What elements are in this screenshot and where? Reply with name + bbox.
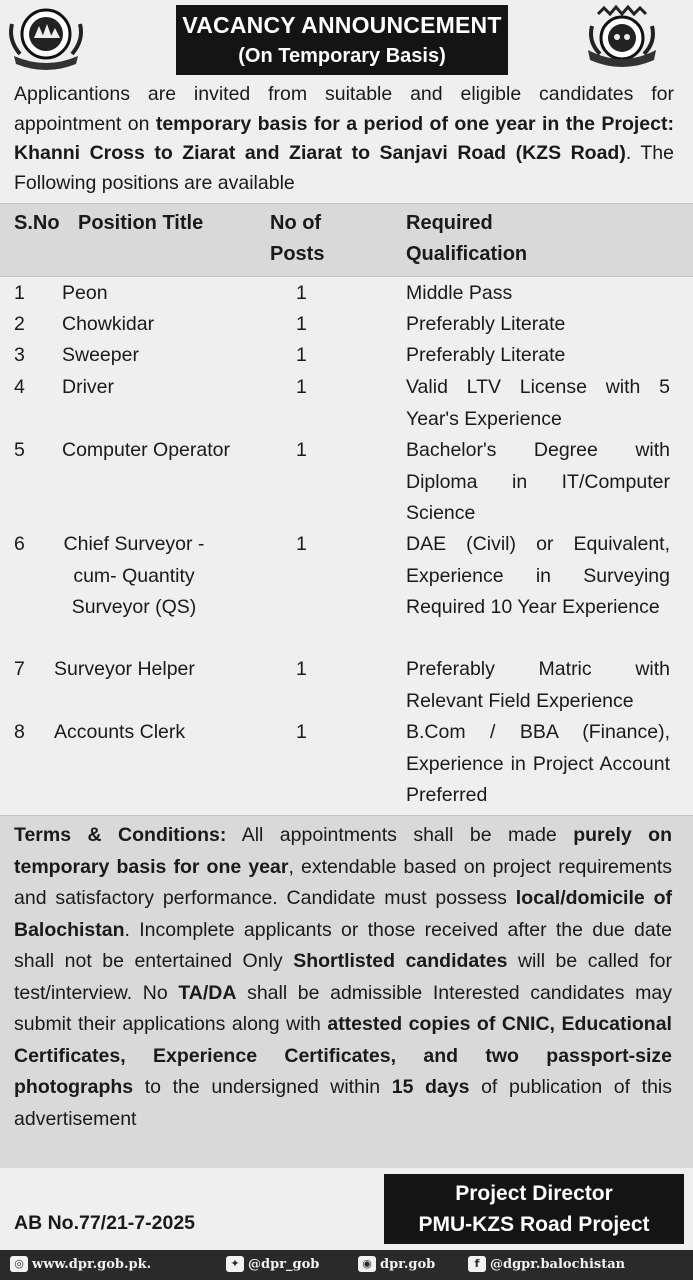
row-position-title: Peon	[62, 282, 108, 304]
row-sno: 1	[14, 282, 25, 304]
row-sno: 3	[14, 344, 25, 366]
row-qualification: B.Com / BBA (Finance), Experience in Project Account Preferred	[406, 721, 670, 806]
twitter-icon: ✦	[226, 1256, 244, 1272]
instagram-icon: ◉	[358, 1256, 376, 1272]
advertisement-reference-number: AB No.77/21-7-2025	[14, 1212, 196, 1234]
row-qualification: Bachelor's Degree with Diploma in IT/Computer Science	[406, 439, 670, 524]
row-sno: 6	[14, 533, 25, 555]
row-position-title: Surveyor Helper	[54, 658, 195, 680]
terms-text: of publication of this advertisement	[14, 1076, 672, 1130]
intro-paragraph	[14, 80, 674, 198]
terms-text: shall be admissible Interested candidates may submit their applications along with	[14, 981, 672, 1035]
row-position-title: Chief Surveyor -cum- Quantity Surveyor (QS)	[63, 533, 205, 618]
terms-bold: local/domicile of Balochistan	[14, 887, 672, 941]
announcement-title: VACANCY ANNOUNCEMENT	[182, 12, 502, 38]
header-qualification: Qualification	[406, 243, 528, 265]
terms-bold: attested copies of CNIC, Educational Certificates, Experience Certificates, and two passport-size photographs	[14, 1013, 672, 1098]
terms-bold: 15 days	[391, 1076, 470, 1098]
row-posts: 1	[296, 344, 307, 366]
row-posts: 1	[296, 658, 307, 680]
instagram-handle: dpr.gob	[380, 1256, 436, 1272]
terms-label: Terms & Conditions:	[14, 824, 227, 846]
signatory-office: PMU-KZS Road Project	[418, 1213, 650, 1236]
row-posts: 1	[296, 313, 307, 335]
header-position-title: Position Title	[78, 212, 204, 234]
instagram-link[interactable]	[358, 1256, 435, 1272]
row-qualification: Preferably Literate	[406, 344, 566, 366]
row-sno: 5	[14, 439, 25, 461]
header-no-of: No of	[270, 212, 322, 234]
globe-icon: ◎	[10, 1256, 28, 1272]
terms-text: to the undersigned within	[133, 1076, 392, 1098]
facebook-icon: f	[468, 1256, 486, 1272]
terms-text: , extendable based on project requirements and satisfactory performance. Candidate must possess	[14, 855, 673, 909]
row-posts: 1	[296, 439, 307, 461]
header-sno: S.No	[14, 212, 60, 234]
row-posts: 1	[296, 282, 307, 304]
announcement-subtitle: (On Temporary Basis)	[238, 45, 446, 67]
positions-table-header	[0, 203, 693, 277]
row-qualification: DAE (Civil) or Equivalent, Experience in Surveying Required 10 Year Experience	[406, 533, 670, 618]
header-required: Required	[406, 212, 493, 234]
terms-and-conditions	[0, 815, 693, 1168]
terms-bold: TA/DA	[178, 981, 237, 1004]
facebook-link[interactable]	[468, 1256, 625, 1272]
row-posts: 1	[296, 376, 307, 398]
department-emblem-icon	[582, 4, 662, 72]
terms-text: All appointments shall be made	[226, 824, 574, 846]
terms-text: will be called for test/interview. No	[14, 950, 672, 1004]
government-emblem-icon	[6, 4, 86, 72]
row-position-title: Sweeper	[62, 344, 139, 366]
signatory-box	[384, 1174, 684, 1244]
row-posts: 1	[296, 721, 307, 743]
row-qualification: Middle Pass	[406, 282, 513, 304]
row-sno: 7	[14, 658, 25, 680]
terms-bold: purely on temporary basis for one year	[14, 824, 672, 878]
intro-project-name: temporary basis for a period of one year in the Project: Khanni Cross to Ziarat and Ziarat to Sanjavi Road (KZS Road)	[14, 112, 674, 164]
row-position-title: Accounts Clerk	[54, 721, 186, 743]
twitter-handle: @dpr_gob	[248, 1256, 320, 1272]
row-sno: 8	[14, 721, 25, 743]
terms-text: . Incomplete applicants or those received after the due date shall not be entertained Only	[14, 918, 672, 972]
row-qualification: Preferably Matric with Relevant Field Experience	[406, 658, 670, 712]
row-posts: 1	[296, 533, 307, 555]
facebook-handle: @dgpr.balochistan	[490, 1256, 626, 1272]
row-qualification: Preferably Literate	[406, 313, 566, 335]
row-sno: 4	[14, 376, 25, 398]
terms-paragraph	[14, 820, 672, 1135]
row-position-title: Chowkidar	[62, 313, 155, 335]
announcement-title-box	[176, 5, 508, 75]
row-position-title: Computer Operator	[62, 439, 230, 461]
row-sno: 2	[14, 313, 25, 335]
signatory-title: Project Director	[455, 1182, 613, 1205]
terms-bold: Shortlisted candidates	[293, 950, 508, 972]
row-qualification: Valid LTV License with 5 Year's Experience	[406, 376, 670, 430]
intro-text: Applicantions are invited from suitable and eligible candidates for appointment on	[14, 83, 674, 135]
website-link[interactable]	[10, 1256, 151, 1272]
header-posts: Posts	[270, 243, 325, 265]
twitter-link[interactable]	[226, 1256, 319, 1272]
website-text: www.dpr.gob.pk.	[32, 1256, 152, 1272]
row-position-title: Driver	[62, 376, 114, 398]
intro-text-end: . The Following positions are available	[14, 142, 674, 194]
social-media-bar	[0, 1250, 693, 1280]
